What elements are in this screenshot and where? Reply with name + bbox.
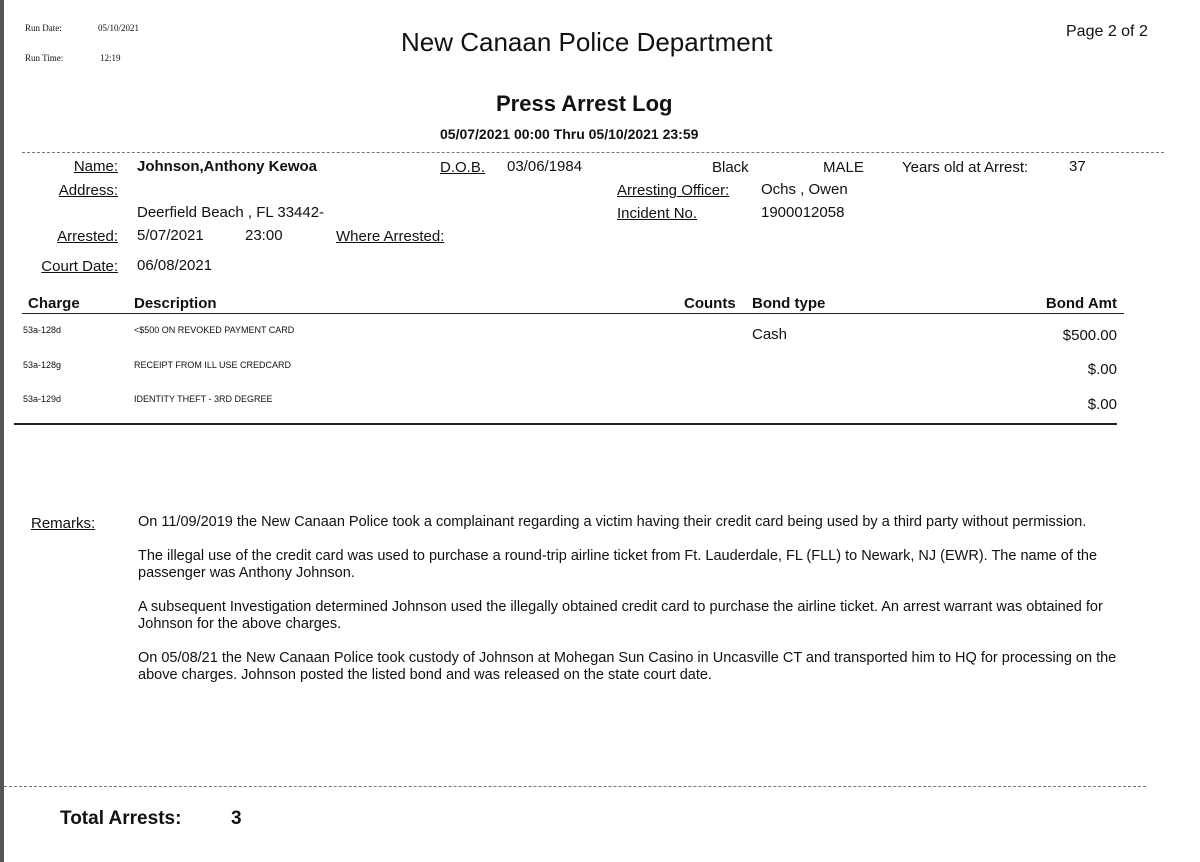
remark-paragraph: The illegal use of the credit card was used to purchase a round-trip airline ticket from Ft. Lauderdale, FL (FLL) to Newark, NJ (EWR). The name of the passenger was Anthony Johnson. <box>138 548 1098 581</box>
arrested-label: Arrested: <box>57 228 118 245</box>
col-charge: Charge <box>28 295 80 312</box>
charge-description: RECEIPT FROM ILL USE CREDCARD <box>134 360 292 370</box>
run-time: 12:19 <box>100 53 121 63</box>
charge-code: 53a-129d <box>23 394 62 404</box>
col-bond-amt: Bond Amt <box>1045 295 1117 312</box>
address-label: Address: <box>58 182 118 199</box>
arrestee-name: Johnson,Anthony Kewoa <box>137 158 317 175</box>
court-date: 06/08/2021 <box>137 257 213 274</box>
col-counts: Counts <box>684 295 736 312</box>
bond-type: Cash <box>752 326 788 343</box>
address-line2: Deerfield Beach , FL 33442- <box>137 204 325 221</box>
remark-paragraph: On 11/09/2019 the New Canaan Police took a complainant regarding a victim having their credit card being used by a third party without permission. <box>138 514 1087 530</box>
department-title: New Canaan Police Department <box>401 27 773 57</box>
charge-description: <$500 ON REVOKED PAYMENT CARD <box>134 325 295 335</box>
incident-label: Incident No. <box>617 205 698 222</box>
window-edge <box>0 0 4 862</box>
divider <box>22 152 1164 153</box>
total-arrests-label: Total Arrests: <box>60 808 182 829</box>
total-arrests: 3 <box>231 808 242 829</box>
officer-label: Arresting Officer: <box>617 182 730 199</box>
age-label: Years old at Arrest: <box>902 159 1029 176</box>
remark-paragraph: A subsequent Investigation determined Johnson used the illegally obtained credit card to purchase the airline ticket. An arrest warrant was obtained for Johnson for the above charges. <box>138 599 1103 632</box>
col-description: Description <box>134 295 217 312</box>
remarks-text <box>138 514 1148 701</box>
bond-amount: $.00 <box>1087 361 1117 378</box>
incident-number: 1900012058 <box>761 204 845 221</box>
dob: 03/06/1984 <box>507 158 583 175</box>
footer-divider <box>4 786 1146 787</box>
charges-end-rule <box>14 423 1117 425</box>
arrested-time: 23:00 <box>245 227 283 244</box>
charge-description: IDENTITY THEFT - 3RD DEGREE <box>134 394 273 404</box>
header-rule <box>22 313 1124 314</box>
bond-amount: $.00 <box>1087 396 1117 413</box>
bond-amount: $500.00 <box>1062 327 1117 344</box>
age: 37 <box>1069 158 1086 175</box>
race: Black <box>712 159 749 176</box>
officer: Ochs , Owen <box>761 181 848 198</box>
col-bond-type: Bond type <box>752 295 826 312</box>
report-title: Press Arrest Log <box>496 91 673 116</box>
where-arrested-label: Where Arrested: <box>336 228 445 245</box>
date-range: 05/07/2021 00:00 Thru 05/10/2021 23:59 <box>440 126 699 142</box>
run-date-label: Run Date: <box>25 23 62 33</box>
arrested-date: 5/07/2021 <box>137 227 204 244</box>
dob-label: D.O.B. <box>440 159 486 176</box>
sex: MALE <box>823 159 864 176</box>
name-label: Name: <box>73 158 118 175</box>
remarks-label: Remarks: <box>31 515 96 532</box>
charge-code: 53a-128g <box>23 360 62 370</box>
run-date: 05/10/2021 <box>98 23 140 33</box>
page-number: Page 2 of 2 <box>1066 23 1148 40</box>
charge-code: 53a-128d <box>23 325 62 335</box>
remark-paragraph: On 05/08/21 the New Canaan Police took custody of Johnson at Mohegan Sun Casino in Uncasville CT and transported him to HQ for processing on the above charges. Johnson posted the listed bond and was released on the state court date. <box>138 650 1117 683</box>
court-date-label: Court Date: <box>41 258 118 275</box>
run-time-label: Run Time: <box>25 53 64 63</box>
